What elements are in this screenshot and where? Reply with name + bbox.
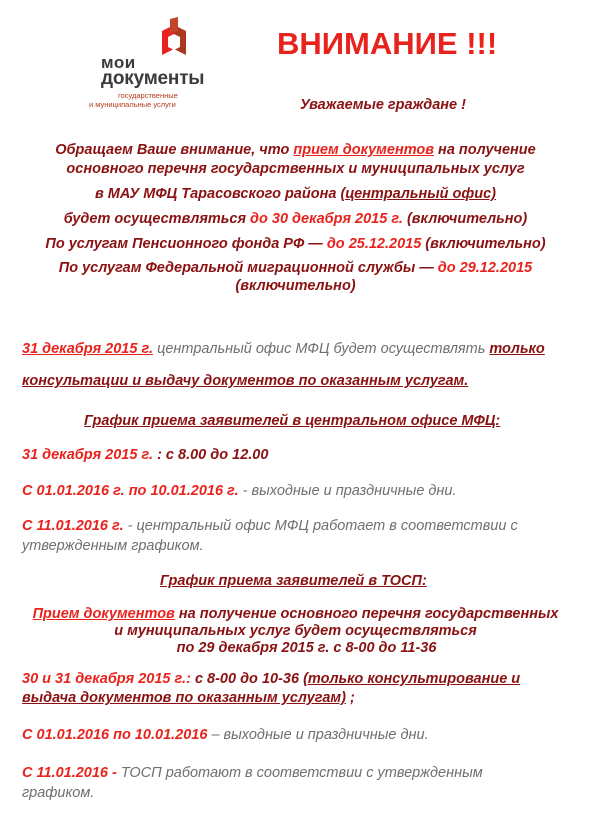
tosp-row-3: С 11.01.2016 - ТОСП работают в соответствии с утвержденным графиком. xyxy=(22,765,483,801)
logo-line-2: документы xyxy=(101,68,205,89)
intro-line-1: Обращаем Ваше внимание, что прием документов на получение xyxy=(55,142,536,158)
central-row-3: С 11.01.2016 г. - центральный офис МФЦ работает в соответствии с утвержденным графиком. xyxy=(22,518,518,554)
dec31-line-1: 31 декабря 2015 г. центральный офис МФЦ будет осуществлять только xyxy=(22,341,545,357)
logo-line-3: государственные xyxy=(118,91,178,100)
intro-line-4: будет осуществляться до 30 декабря 2015 г. (включительно) xyxy=(63,211,528,227)
dec31-notice xyxy=(22,333,582,397)
tosp-line-2: и муниципальных услуг будет осуществляться xyxy=(114,623,477,639)
tosp-paragraph xyxy=(0,606,591,657)
mfc-logo-icon xyxy=(158,17,190,59)
tosp-schedule-heading: График приема заявителей в ТОСП: xyxy=(160,573,427,589)
central-row-2: С 01.01.2016 г. по 10.01.2016 г. - выходные и праздничные дни. xyxy=(22,483,457,499)
page-title: ВНИМАНИЕ !!! xyxy=(277,26,498,61)
greeting: Уважаемые граждане ! xyxy=(300,97,466,113)
intro-line-6: По услугам Федеральной миграционной службы — до 29.12.2015 xyxy=(58,260,533,276)
logo-line-4: и муниципальные услуги xyxy=(89,100,176,109)
intro-line-3: в МАУ МФЦ Тарасовского района (центральный офис) xyxy=(94,186,496,202)
intro-line-6b: (включительно) xyxy=(235,278,356,294)
tosp-line-3: по 29 декабря 2015 г. с 8-00 до 11-36 xyxy=(176,640,437,656)
tosp-dec30-31: 30 и 31 декабря 2015 г.: с 8-00 до 10-36 (только консультирование и выдача документов по оказанным услугам) ; xyxy=(22,671,521,706)
tosp-line-1: Прием документов на получение основного перечня государственных xyxy=(32,606,559,622)
intro-block xyxy=(0,140,591,295)
logo-line-1: мои xyxy=(101,53,136,72)
tosp-row-2: С 01.01.2016 по 10.01.2016 – выходные и праздничные дни. xyxy=(22,727,429,743)
intro-line-2: основного перечня государственных и муниципальных услуг xyxy=(66,161,525,177)
intro-line-5: По услугам Пенсионного фонда РФ — до 25.12.2015 (включительно) xyxy=(45,236,546,252)
central-row-1: 31 декабря 2015 г. : с 8.00 до 12.00 xyxy=(22,447,269,463)
central-schedule-heading: График приема заявителей в центральном офисе МФЦ: xyxy=(84,413,501,429)
dec31-line-2: консультации и выдачу документов по оказанным услугам. xyxy=(22,373,469,389)
